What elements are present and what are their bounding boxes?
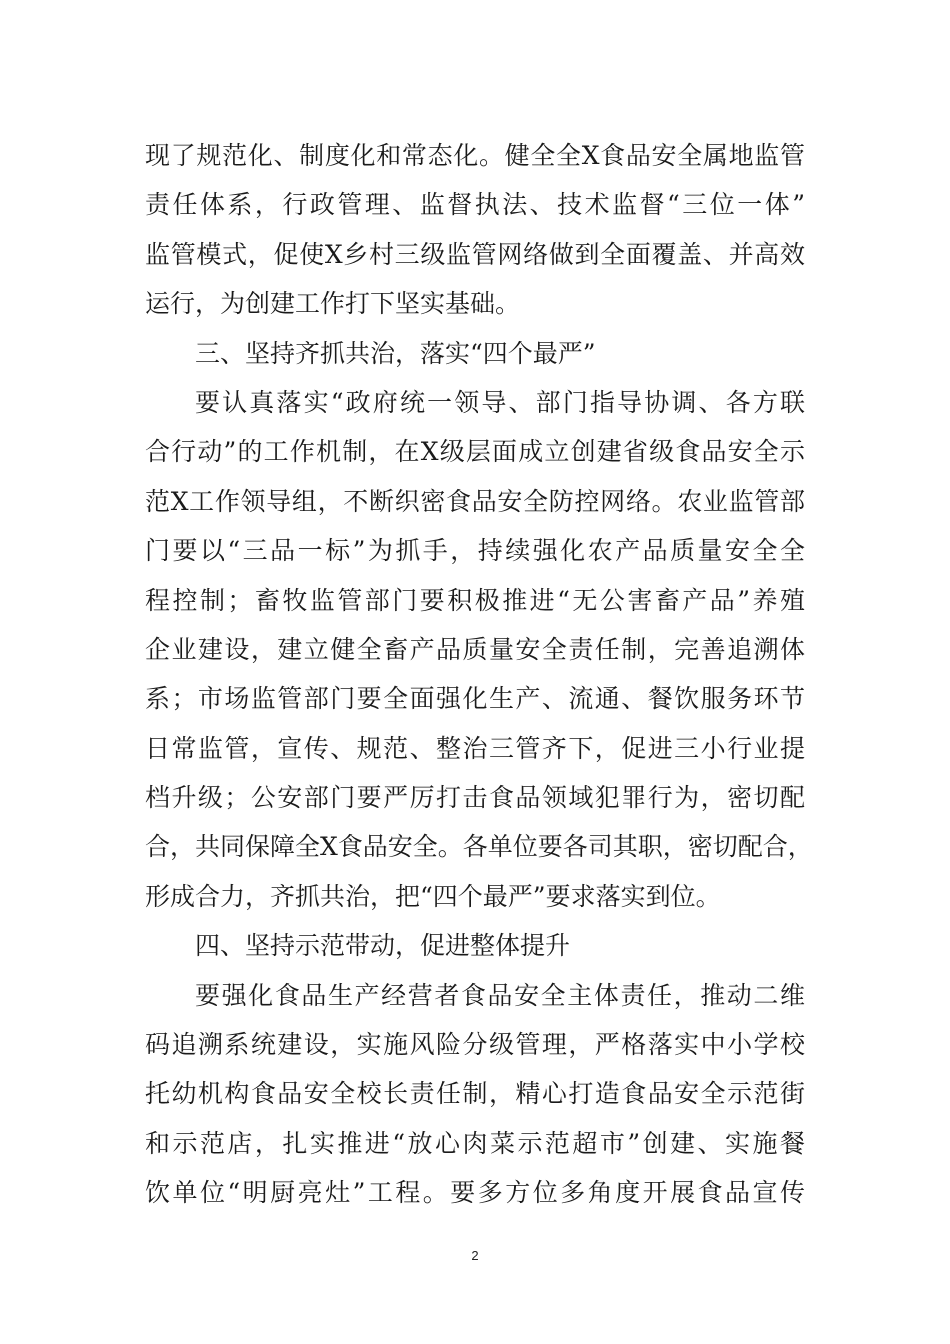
- text-line: 系；市场监管部门要全面强化生产、流通、餐饮服务环节: [145, 684, 805, 714]
- section-heading: 四、坚持示范带动，促进整体提升: [195, 931, 571, 961]
- text-line: 码追溯系统建设，实施风险分级管理，严格落实中小学校: [145, 1030, 805, 1060]
- text-line: 范X工作领导组，不断织密食品安全防控网络。农业监管部: [145, 486, 805, 516]
- text-line: 运行，为创建工作打下坚实基础。: [145, 289, 521, 319]
- text-line: 要认真落实“政府统一领导、部门指导协调、各方联: [195, 387, 805, 417]
- text-line: 监管模式，促使X乡村三级监管网络做到全面覆盖、并高效: [145, 239, 805, 269]
- text-line: 日常监管，宣传、规范、整治三管齐下，促进三小行业提: [145, 733, 805, 763]
- text-line: 托幼机构食品安全校长责任制，精心打造食品安全示范街: [145, 1079, 805, 1109]
- text-line: 合，共同保障全X食品安全。各单位要各司其职，密切配合，: [145, 832, 813, 862]
- text-line: 门要以“三品一标”为抓手，持续强化农产品质量安全全: [145, 536, 805, 566]
- text-line: 合行动”的工作机制，在X级层面成立创建省级食品安全示: [145, 437, 805, 467]
- text-line: 企业建设，建立健全畜产品质量安全责任制，完善追溯体: [145, 634, 805, 664]
- body-text: [145, 131, 813, 1218]
- text-line: 档升级；公安部门要严厉打击食品领域犯罪行为，密切配: [145, 783, 805, 813]
- text-line: 要强化食品生产经营者食品安全主体责任，推动二维: [195, 980, 805, 1010]
- section-heading: 三、坚持齐抓共治，落实“四个最严”: [195, 338, 596, 368]
- text-line: 现了规范化、制度化和常态化。健全全X食品安全属地监管: [145, 141, 805, 170]
- text-line: 形成合力，齐抓共治，把“四个最严”要求落实到位。: [145, 881, 721, 911]
- text-line: 饮单位“明厨亮灶”工程。要多方位多角度开展食品宣传: [145, 1178, 805, 1208]
- text-line: 程控制；畜牧监管部门要积极推进“无公害畜产品”养殖: [145, 585, 805, 615]
- page-number: 2: [471, 1248, 479, 1263]
- text-line: 和示范店，扎实推进“放心肉菜示范超市”创建、实施餐: [145, 1128, 805, 1158]
- text-line: 责任体系，行政管理、监督执法、技术监督“三位一体”: [145, 190, 805, 220]
